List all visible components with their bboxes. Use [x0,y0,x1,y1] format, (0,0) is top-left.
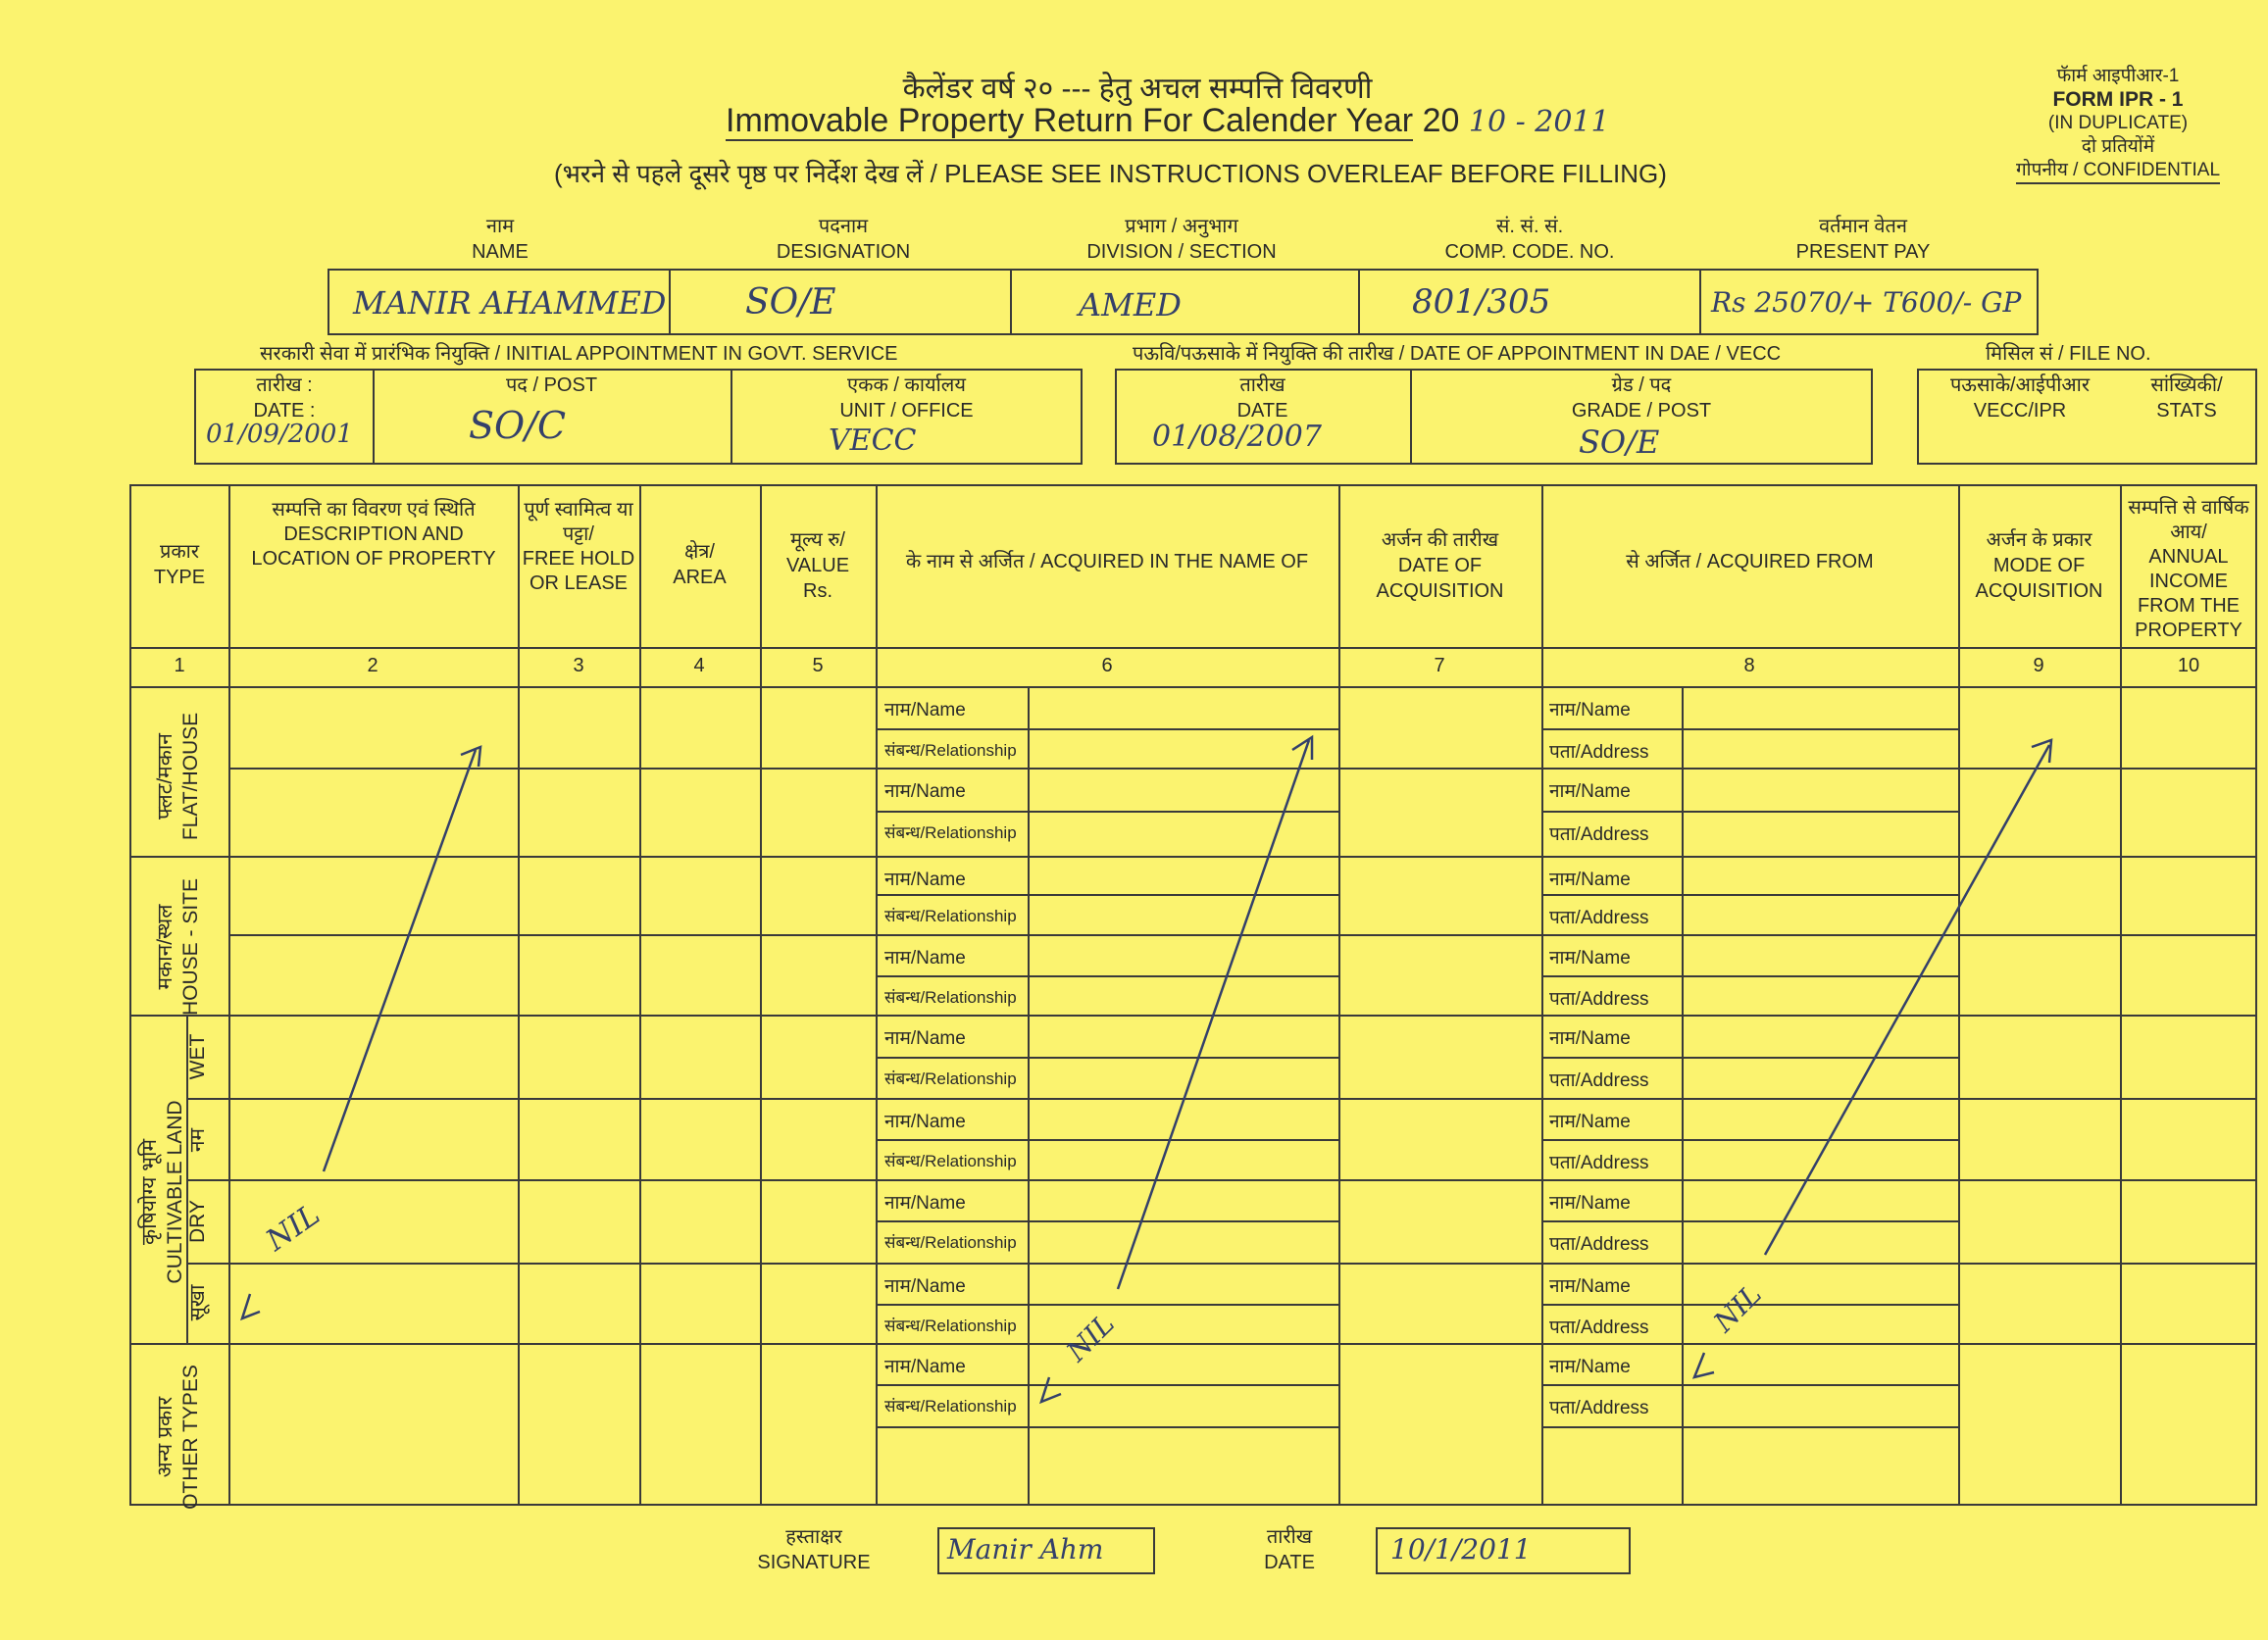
nil-mark: NIL [260,1197,327,1259]
relationship-label: संबन्ध/Relationship [884,823,1017,842]
dae-grade-field[interactable]: SO/E [1579,423,1660,461]
header-value: मूल्य रु/ VALUE Rs. [785,529,850,602]
from-name-label: नाम/Name [1549,870,1631,890]
pay-label: वर्तमान वेतन PRESENT PAY [1795,216,1931,263]
designation-field[interactable]: SO/E [745,282,836,323]
address-label: पता/Address [1549,1317,1649,1338]
duplicate-hi: दो प्रतियोंमें [2081,136,2155,157]
header-area: क्षेत्र/ AREA [673,541,727,588]
from-name-label: नाम/Name [1549,1112,1631,1132]
from-name-label: नाम/Name [1549,1357,1631,1377]
signature-label: हस्ताक्षर SIGNATURE [757,1526,871,1573]
form-en: FORM IPR - 1 [2052,88,2184,111]
col-number: 9 [2033,655,2044,676]
file-no-label: मिसिल सं / FILE NO. [1986,343,2151,365]
from-name-label: नाम/Name [1549,948,1631,969]
relationship-label: संबन्ध/Relationship [884,1233,1017,1252]
vecc-ipr-label: पऊसाके/आईपीआर VECC/IPR [1949,374,2091,422]
comp-code-field[interactable]: 801/305 [1412,282,1551,322]
row-type-other: अन्य प्रकार OTHER TYPES [154,1365,202,1510]
footer-date-value: 10/1/2011 [1390,1533,1532,1565]
acquired-name-label: नाम/Name [884,700,966,721]
row-type-house-site: मकान/स्थल HOUSE - SITE [154,877,202,1017]
header-acquired-from: से अर्जित / ACQUIRED FROM [1626,551,1874,572]
row-type-nam: नम [186,1127,209,1153]
appt-post-field[interactable]: SO/C [469,404,567,447]
relationship-label: संबन्ध/Relationship [884,1069,1017,1088]
initial-appointment-label: सरकारी सेवा में प्रारंभिक नियुक्ति / INITIAL APPOINTMENT IN GOVT. SERVICE [260,343,898,365]
acquired-name-label: नाम/Name [884,1357,966,1377]
relationship-label: संबन्ध/Relationship [884,1317,1017,1335]
from-name-label: नाम/Name [1549,1276,1631,1297]
address-label: पता/Address [1549,989,1649,1010]
address-label: पता/Address [1549,742,1649,763]
dae-grade-label: ग्रेड / पद GRADE / POST [1571,374,1712,422]
relationship-label: संबन्ध/Relationship [884,907,1017,925]
name-field[interactable]: MANIR AHAMMED [353,284,667,322]
appt-unit-label: एकक / कार्यालय UNIT / OFFICE [839,374,974,422]
header-mode: अर्जन के प्रकार MODE OF ACQUISITION [1975,529,2103,602]
dae-appointment-label: पऊवि/पऊसाके में नियुक्ति की तारीख / DATE OF APPOINTMENT IN DAE / VECC [1133,343,1782,365]
appt-unit-field[interactable]: VECC [829,423,917,458]
header-freehold: पूर्ण स्वामित्व या पट्टा/ FREE HOLD OR LEASE [522,499,635,594]
address-label: पता/Address [1549,1070,1649,1091]
row-type-sukha: सूखा [186,1284,209,1321]
dae-date-label: तारीख DATE [1236,374,1288,422]
relationship-label: संबन्ध/Relationship [884,1397,1017,1416]
address-label: पता/Address [1549,1234,1649,1255]
comp-code-label: सं. सं. सं. COMP. CODE. NO. [1444,216,1615,263]
col-number: 6 [1101,655,1113,676]
year-handwritten: 10 - 2011 [1468,105,1610,139]
col-number: 5 [812,655,824,676]
acquired-name-label: नाम/Name [884,1276,966,1297]
acquired-name-label: नाम/Name [884,1112,966,1132]
confidential: गोपनीय / CONFIDENTIAL [2016,159,2220,184]
col-number: 7 [1434,655,1445,676]
address-label: पता/Address [1549,908,1649,928]
name-label: नाम NAME [472,216,529,263]
row-type-wet: WET [186,1033,209,1080]
form-hi: फॅार्म आइपीआर-1 [2056,66,2180,86]
acquired-name-label: नाम/Name [884,781,966,802]
appt-date-label: तारीख : DATE : [253,374,316,422]
row-type-dry: DRY [186,1200,209,1243]
division-field[interactable]: AMED [1079,286,1182,323]
acquired-name-label: नाम/Name [884,870,966,890]
dae-date-field[interactable]: 01/08/2007 [1152,420,1322,454]
footer-date-label: तारीख DATE [1264,1526,1315,1573]
col-number: 10 [2177,655,2200,676]
from-name-label: नाम/Name [1549,1193,1631,1214]
relationship-label: संबन्ध/Relationship [884,988,1017,1007]
signature-value: Manir Ahm [947,1533,1104,1565]
col-number: 1 [174,655,185,676]
from-name-label: नाम/Name [1549,700,1631,721]
row-type-flat-house: फ्लट/मकान FLAT/HOUSE [154,712,202,841]
address-label: पता/Address [1549,1153,1649,1173]
header-acquired-name: के नाम से अर्जित / ACQUIRED IN THE NAME OF [905,551,1309,572]
address-label: पता/Address [1549,824,1649,845]
from-name-label: नाम/Name [1549,781,1631,802]
relationship-label: संबन्ध/Relationship [884,741,1017,760]
col-number: 3 [573,655,584,676]
acquired-name-label: नाम/Name [884,1028,966,1049]
title-hindi: कैलेंडर वर्ष २० --- हेतु अचल सम्पत्ति विवरणी [902,73,1373,105]
nil-mark: NIL [1060,1307,1121,1368]
header-description: सम्पत्ति का विवरण एवं स्थिति DESCRIPTION AND LOCATION OF PROPERTY [251,499,496,570]
instructions: (भरने से पहले दूसरे पृष्ठ पर निर्देश देख लें / PLEASE SEE INSTRUCTIONS OVERLEAF BEFORE FILLING) [554,159,1667,188]
title-english: Immovable Property Return For Calender Year [726,102,1414,139]
stats-label: सांख्यिकी/ STATS [2150,374,2223,422]
col-number: 2 [367,655,378,676]
duplicate-en: (IN DUPLICATE) [2047,113,2189,133]
header-type: प्रकार TYPE [153,541,206,588]
address-label: पता/Address [1549,1398,1649,1418]
appt-date-field[interactable]: 01/09/2001 [206,420,353,449]
col-number: 4 [693,655,705,676]
year-prefix: 20 [1422,102,1460,139]
pay-field[interactable]: Rs 25070/+ T600/- GP [1711,286,2022,319]
row-type-cultivable-land: कृषियोग्य भूमि CULTIVABLE LAND [138,1100,186,1284]
designation-label: पदनाम DESIGNATION [776,216,911,263]
col-number: 8 [1743,655,1755,676]
nil-mark: NIL [1707,1277,1768,1339]
division-label: प्रभाग / अनुभाग DIVISION / SECTION [1086,216,1277,263]
header-acq-date: अर्जन की तारीख DATE OF ACQUISITION [1376,529,1504,602]
appt-post-label: पद / POST [505,374,598,396]
from-name-label: नाम/Name [1549,1028,1631,1049]
acquired-name-label: नाम/Name [884,948,966,969]
relationship-label: संबन्ध/Relationship [884,1152,1017,1170]
header-income: सम्पत्ति से वार्षिक आय/ ANNUAL INCOME FROM THE PROPERTY [2128,497,2249,641]
acquired-name-label: नाम/Name [884,1193,966,1214]
